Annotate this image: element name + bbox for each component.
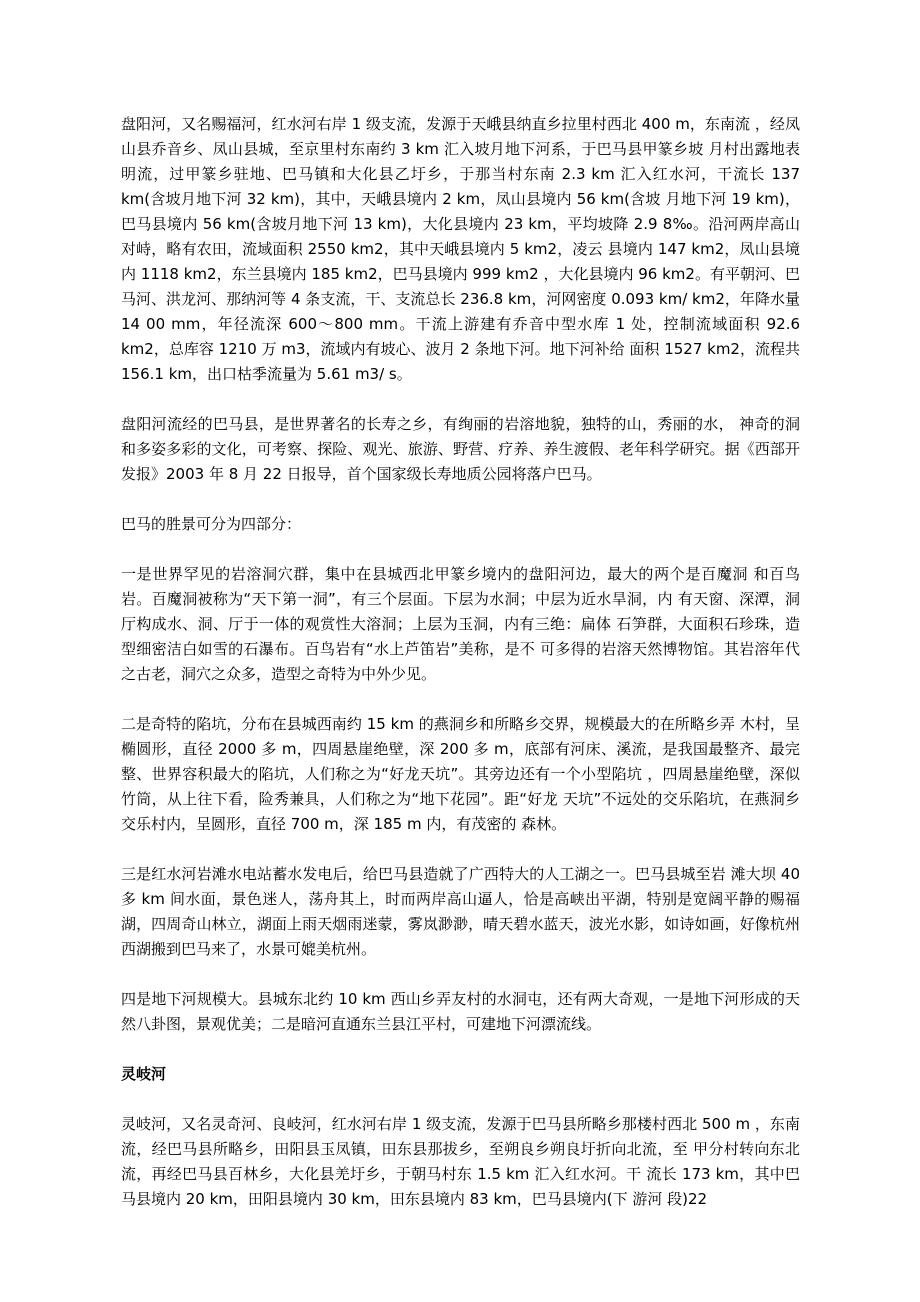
paragraph-scenic-underground-river: 四是地下河规模大。县城东北约 10 km 西山乡弄友村的水洞屯，还有两大奇观，一是地下河形成的天然八卦图，景观优美；二是暗河直通东兰县江平村，可建地下河漂流线。 [121, 990, 800, 1033]
paragraph-scenic-lake: 三是红水河岩滩水电站蓄水发电后，给巴马县造就了广西特大的人工湖之一。巴马县城至岩 滩大坝 40 多 km 间水面，景色迷人，荡舟其上，时而两岸高山逼人，恰是高峡出平湖，特别是宽阔平静的赐福湖，四周奇山林立，湖面上雨天烟雨迷蒙，雾岚渺渺，晴天碧水蓝天，波光水影，如诗如画，好像杭州西湖搬到巴马来了，水景可媲美杭州。 [121, 865, 800, 958]
paragraph-scenic-caves: 一是世界罕见的岩溶洞穴群，集中在县城西北甲篆乡境内的盘阳河边，最大的两个是百魔洞 和百鸟岩。百魔洞被称为“天下第一洞”，有三个层面。下层为水洞；中层为近水旱洞，内 有天窗、深潭，洞厅构成水、洞、厅于一体的观赏性大溶洞；上层为玉洞，内有三绝：扁体 石笋群，大面积石珍珠，造型细密洁白如雪的石瀑布。百鸟岩有“水上芦笛岩”美称，是不 可多得的岩溶天然博物馆。其岩溶年代之古老，洞穴之众多，造型之奇特为中外少见。 [121, 565, 800, 683]
paragraph-bama-longevity: 盘阳河流经的巴马县，是世界著名的长寿之乡，有绚丽的岩溶地貌，独特的山，秀丽的水， 神奇的洞和多姿多彩的文化，可考察、探险、观光、旅游、野营、疗养、养生渡假、老年科学研究。据《西部开发报》2003 年 8 月 22 日报导，首个国家级长寿地质公园将落户巴马。 [121, 415, 800, 483]
paragraph-scenic-intro: 巴马的胜景可分为四部分： [121, 515, 302, 533]
paragraph-lingqi-hydrology: 灵岐河，又名灵奇河、良岐河，红水河右岸 1 级支流，发源于巴马县所略乡那楼村西北 500 m ，东南流，经巴马县所略乡，田阳县玉凤镇，田东县那拔乡，至朔良乡朔良圩折向北流，至 甲分村转向东北流，再经巴马县百林乡，大化县羌圩乡，于朝马村东 1.5 km 汇入红水河。干 流长 173 km，其中巴马县境内 20 km，田阳县境内 30 km，田东县境内 83 km，巴马县境内(下 游河 段)22 [121, 1115, 800, 1208]
paragraph-scenic-sinkholes: 二是奇特的陷坑，分布在县城西南约 15 km 的燕洞乡和所略乡交界，规模最大的在所略乡弄 木村，呈椭圆形，直径 2000 多 m，四周悬崖绝壁，深 200 多 m，底部有河床、溪流，是我国最整齐、最完整、世界容积最大的陷坑，人们称之为“好龙天坑”。其旁边还有一个小型陷坑 ，四周悬崖绝壁，深似竹筒，从上往下看，险秀兼具，人们称之为“地下花园”。距“好龙 天坑”不远处的交乐陷坑，在燕洞乡交乐村内，呈圆形，直径 700 m，深 185 m 内，有茂密的 森林。 [121, 715, 800, 833]
paragraph-panyang-hydrology: 盘阳河，又名赐福河，红水河右岸 1 级支流，发源于天峨县纳直乡拉里村西北 400 m，东南流 ，经凤山县乔音乡、凤山县城，至京里村东南约 3 km 汇入坡月地下河系，于巴马县甲篆乡坡 月村出露地表明流，过甲篆乡驻地、巴马镇和大化县乙圩乡，于那当村东南 2.3 km 汇入红水河，干流长 137 km(含坡月地下河 32 km)，其中，天峨县境内 2 km，凤山县境内 56 km(含坡 月地下河 19 km)，巴马县境内 56 km(含坡月地下河 13 km)，大化县境内 23 km，平均坡降 2.9 8‰。沿河两岸高山对峙，略有农田，流域面积 2550 km2，其中天峨县境内 5 km2，凌云 县境内 147 km2，凤山县境内 1118 km2，东兰县境内 185 km2，巴马县境内 999 km2 ，大化县境内 96 km2。有平朝河、巴马河、洪龙河、那纳河等 4 条支流，干、支流总长 236.8 km，河网密度 0.093 km/ km2，年降水量 14 00 mm，年径流深 600～800 mm。干流上游建有乔音中型水库 1 处，控制流域面积 92.6 km2，总库容 1210 万 m3，流域内有坡心、波月 2 条地下河。地下河补给 面积 1527 km2，流程共 156.1 km，出口枯季流量为 5.61 m3/ s。 [121, 115, 800, 383]
section-heading-lingqi-river: 灵岐河 [121, 1065, 167, 1083]
